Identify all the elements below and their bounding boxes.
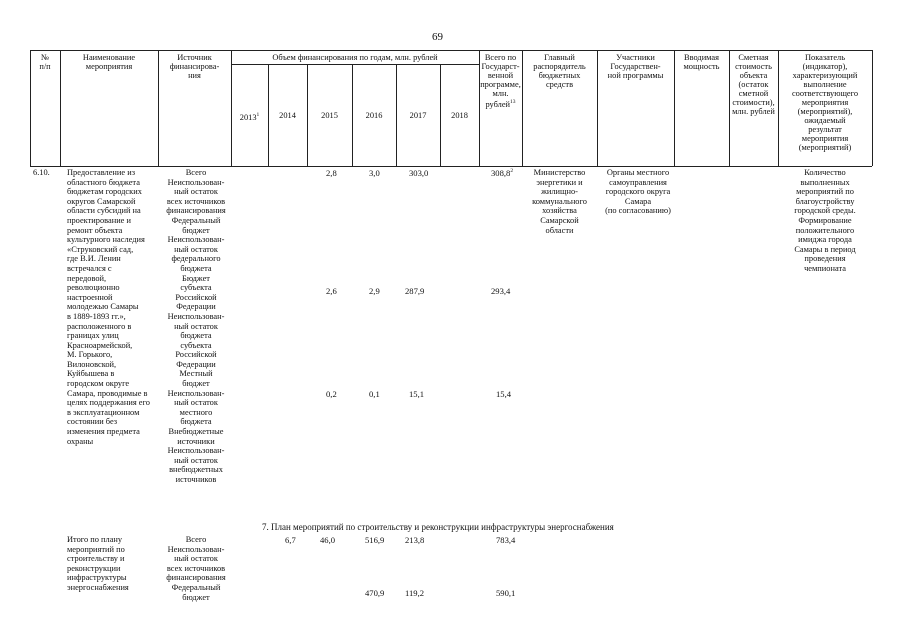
- header-name: Наименование мероприятия: [82, 53, 136, 71]
- section-total-2015: 46,0: [320, 535, 336, 545]
- row-sources: Всего Неиспользован- ный остаток всех источников финансирования Федеральный бюджет Неиспользован- ный остаток федерального бюджета Бюджет субъекта Российской Федерации Неиспользован- ный остаток бюджета субъекта Российской Федерации Местный бюджет Неиспользован- ный остаток местного бюджета Внебюджетные источники Неиспользован- ный остаток внебюджетных источников: [166, 168, 226, 484]
- row-participants: Органы местного самоуправления городского округа Самара (по согласованию): [605, 168, 671, 216]
- total-row-name: Итого по плану мероприятий по строительству и реконструкции инфраструктуры энергоснабжения: [67, 535, 129, 592]
- total-2017: 303,0: [409, 168, 429, 178]
- header-year-2014: 2014: [279, 111, 296, 120]
- section-total-2014: 6,7: [285, 535, 296, 545]
- local-2015: 0,2: [326, 389, 337, 399]
- regional-2016: 2,9: [369, 286, 380, 296]
- total-2016: 3,0: [369, 168, 380, 178]
- row-main-manager: Министерство энергетики и жилищно- коммунального хозяйства Самарской области: [532, 168, 587, 235]
- local-2016: 0,1: [369, 389, 380, 399]
- section-federal-2017: 119,2: [405, 588, 425, 598]
- section-title: 7. План мероприятий по строительству и реконструкции инфраструктуры энергоснабжения: [262, 522, 614, 532]
- header-year-2016: 2016: [365, 111, 383, 120]
- section-federal-2016: 470,9: [365, 588, 385, 598]
- section-total-all: 783,4: [496, 535, 516, 545]
- header-capacity: Вводимая мощность: [683, 53, 720, 71]
- total-row-sources: Всего Неиспользован- ный остаток всех источников финансирования Федеральный бюджет: [166, 535, 226, 602]
- regional-2017: 287,9: [405, 286, 425, 296]
- header-year-2013: 2013$^1$: [239, 112, 260, 122]
- regional-total: 293,4: [491, 286, 511, 296]
- header-indicator: Показатель (индикатор), характеризующий выполнение соответствующего мероприятия (мероприятий), ожидаемый результат мероприятия (мероприятий): [791, 53, 859, 152]
- local-2017: 15,1: [409, 389, 425, 399]
- section-total-2016: 516,9: [365, 535, 385, 545]
- header-total: Всего по Государст- венной программе, млн. рублей$^{13}$: [480, 53, 521, 109]
- header-year-2017: 2017: [409, 111, 427, 120]
- header-no: № п/п: [39, 53, 51, 71]
- row-number: 6.10.: [33, 168, 50, 177]
- local-total: 15,4: [496, 389, 512, 399]
- header-volume: Объем финансирования по годам, млн. рублей: [272, 53, 438, 62]
- header-participants: Участники Государствен- ной программы: [607, 53, 664, 80]
- header-estimate: Сметная стоимость объекта (остаток сметной стоимости), млн. рублей: [732, 53, 775, 116]
- header-year-2018: 2018: [451, 111, 468, 120]
- header-source: Источник финансирова- ния: [169, 53, 220, 80]
- regional-2015: 2,6: [326, 286, 337, 296]
- row-indicator: Количество выполненных мероприятий по благоустройству городской среды. Формирование положительного имиджа города Самары в период проведения чемпионата: [794, 168, 856, 273]
- row-name: Предоставление из областного бюджета бюджетам городских округов Самарской области субсидий на проектирование и ремонт объекта культурного наследия «Струковский сад, где В.И. Ленин встречался с передовой, революционно настроенной молодежью Самары в 1889-1893 гг.», расположенного в границах улиц Красноармейской, М. Горького, Вилоновской, Куйбышева в городском округе Самара, проводимые в целях поддержания его в эксплуатационном состоянии без изменения предмета охраны: [67, 168, 150, 446]
- header-main-manager: Главный распорядитель бюджетных средств: [533, 53, 586, 89]
- section-total-2017: 213,8: [405, 535, 425, 545]
- total-2015: 2,8: [326, 168, 337, 178]
- total-all: 308,8$^2$: [491, 168, 514, 178]
- section-federal-total: 590,1: [496, 588, 516, 598]
- page-number: 69: [432, 31, 443, 43]
- header-year-2015: 2015: [321, 111, 338, 120]
